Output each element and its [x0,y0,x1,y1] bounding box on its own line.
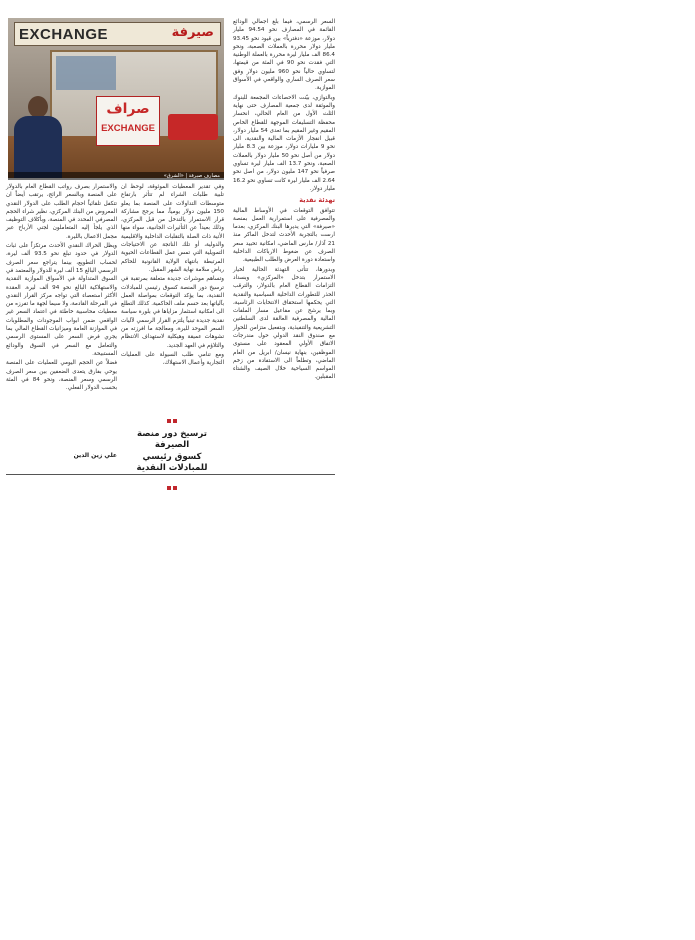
photo-caption-text: مصارف صيرفة | «الشرق» [163,173,220,179]
photo-caption [8,172,224,180]
red-square-icon [167,419,171,423]
paragraph: ومع تنامي طلب السيولة على العمليات التجارية وأعمال الاستهلاك، [121,351,224,367]
article-column-right [233,18,335,484]
person-body [14,116,62,178]
paragraph: والاستمرار بصرف رواتب القطاع العام بالدولار على المنصة وبالسعر الرائج، يرتقب أيضاً ان تتكفل تلقائياً احجام الطلب على الدولار النقدي المعروض من البنك المركزي، نظير شراء الحجم المصرفي المحدد في المنصة، وبأكلاف التوظيف الذي يلجأ إليه المتعاملون لجني الأرباح عبر مجمل الاعمال بالليرة. [6,184,117,240]
headline-marks-top [122,408,222,427]
paragraph: وتساهم موشرات جديدة متعلقة بمرتقبة في ترسيخ دور المنصة كسوق رئيسي للمبادلات النقدية، بما يؤكد التوقعات بمواصلة العمل بآلياتها بعد حسم ملف الحاكمية. كذلك التطلع الى امكانية استثمار مزاياها في بلورة سياسة نقدية جديدة تبنياً يلتزم القرار الرسمي لآليات السعر الموحد لليرة، ومعالجة ما افرزته من تشوهات عميقة وهيكلية لاستهداف الانتظام والتلاؤم في العهد الجديد. [121,276,224,349]
sign-top-arabic: صيرفة [171,25,214,40]
window-glass [56,56,116,90]
headline-line-2: كسوق رئيسي للمبادلات النقدية [136,452,208,473]
exchange-sign-main [96,96,160,146]
person-figure [14,96,62,178]
exchange-sign-top [14,22,221,46]
paragraph: ويظل الحراك النقدي الأحدث مرتكزاً على ثبات الدولار في حدود تبلغ نحو 93.5 ألف ليرة، لحساب التطويع، بينما يتراجع سعر الصرف الرسمي البالغ 15 ألف ليرة للدولار والمعتمد في السوق المتداولة في الأسواق الموازية النقدية والاستهلاكية البالغ نحو 94 ألف ليرة. العقدة الأكثر استعصاء التي تواجه مركز القرار النقدي في المرحلة القادمة، ولا سيما لجهة ما تفرزه من معطيات محاسبية خاطئة في اعتماد السعر غير الواقعي ضمن ابواب الموجودات والمطلوبات في الموازنة العامة وميزانيات القطاع المالي بما يجري فرض السعر على المستوى الرسمي والتعامل مع السعر في السوق والودائع المستبيحة. [6,243,117,357]
red-square-icon [173,486,177,490]
section-subheading: تهدئة نقدية [299,196,335,205]
sign-top-english: EXCHANGE [19,26,109,43]
headline-marks-bottom [122,475,222,494]
paragraph: فضلاً عن الحجم اليومي للعمليات على المنصة يوحي بفارق يتعدى الضعفين بين سعر الصرف الرسمي وسعر المنصة، ونحو 84 في المئة بحسب الدولار الفعلي. [6,360,117,392]
paragraph: تتوافق التوقعات في الأوساط المالية والمصرفية على استمرارية العمل بمنصة «صيرفة» التي يديرها البنك المركزي، بعدما ارست بالتجربة الأحدث لتدخل الماكر منذ 21 آذار/ مارس الماضي، امكانية تحييد سعر الصرف عن ضغوط الارباكات الداخلية واستعادة دورة العرض والطلب الطبيعية. [233,207,335,264]
author-byline: علي زين الدين [73,452,117,459]
red-square-icon [173,419,177,423]
paragraph: وفي تقدير المعطيات الموثوقة، لوحظ ان تلبية طلبات الشراء لم تتأثر بارتفاع متوسطات التداولات على المنصة بما يعلو 150 مليون دولار يومياً، مما يرجح مشاركة قرار الاستمرار بالتدخل من قبل المركزي، وذلك بعيداً عن التأثيرات الجانبية، سواء منها الأتية ذات الصلة بالتقلبات الداخلية والاقليمية والدولية، أو تلك الناتجة عن الاحتياجات التمويلية التي تمس عمل القطاعات الحيوية المرتبطة بانتهاء الولاية القانونية للحاكم رياض سلامة نهاية الشهر المقبل. [121,184,224,273]
person-head [28,96,48,118]
headline-line-1: ترسيخ دور منصة الصيرفة [137,429,207,450]
paragraph: وبالتوازي، بيّنت الاحصاءات المجمعة للبنوك والموثقة لدى جمعية المصارف حتى نهاية الثلث الأول من العام الحالي، انحسار محفظة التسليفات الموجهة للقطاع الخاص المقيم وغير المقيم بما تعدى 54 مليار دولار، قبيل انفجار الأزمات المالية والنقدية، الى نحو 9 مليارات دولار، موزعة بين 8.3 مليار دولار من أصل نحو 50 مليار دولار بالعملات الصعبة، ونحو 13.7 الف مليار ليرة تساوي صرفياً نحو 147 مليون دولار، من اصل نحو 2.64 الف مليار ليرة كانت تساوي نحو 16.2 مليار دولار. [233,94,335,192]
sign-main-arabic: صراف [106,101,150,117]
paragraph: السعر الرسمي، فيما بلغ اجمالي الودائع القائمة في المصارف نحو 94.54 مليار دولار، موزعة «دفترياً» بين قيود نحو 93.45 مليار دولار محررة بالعملات الصعبة، ونحو 86.4 الف مليار ليرة محررة بالعملة الوطنية التي فقدت نحو 90 في المئة من قيمتها، لتساوي حالياً نحو 960 مليون دولار وفق سعر الصرف الساري والواقعي في الأسواق الموازية. [233,19,335,92]
article-headline [122,408,222,473]
sign-main-english: EXCHANGE [101,123,155,134]
red-square-icon [167,486,171,490]
paragraph: وبدورها، تتأتى التهدئة الحالية لخيار الاستمرار بتدخل «المركزي» وبسداد التزامات القطاع العام بالدولار، والترقب الحذر للتطورات الداخلية السياسية والنقدية التي يحكمها استحقاق الانتخابات الرئاسية، وبما يرشح عن مفاعيل مسار الملفات المالية والمصرفية العالقة لدى السلطتين التشريعية والتنفيذية، وبتفعيل متزامن للحوار مع صندوق النقد الدولي حول مندرجات الاتفاق الأولي المعقود على مستوى الموظفين، بنهاية نيسان/ ابريل من العام الماضي، وتطلعاً الى الاستفادة من زخم المواسم السياحية خلال الصيف والشتاء المقبلين. [233,266,335,381]
article-column-left [6,183,117,461]
red-panel [168,114,218,140]
exchange-office-photo [8,18,224,178]
bottom-divider [6,474,335,475]
